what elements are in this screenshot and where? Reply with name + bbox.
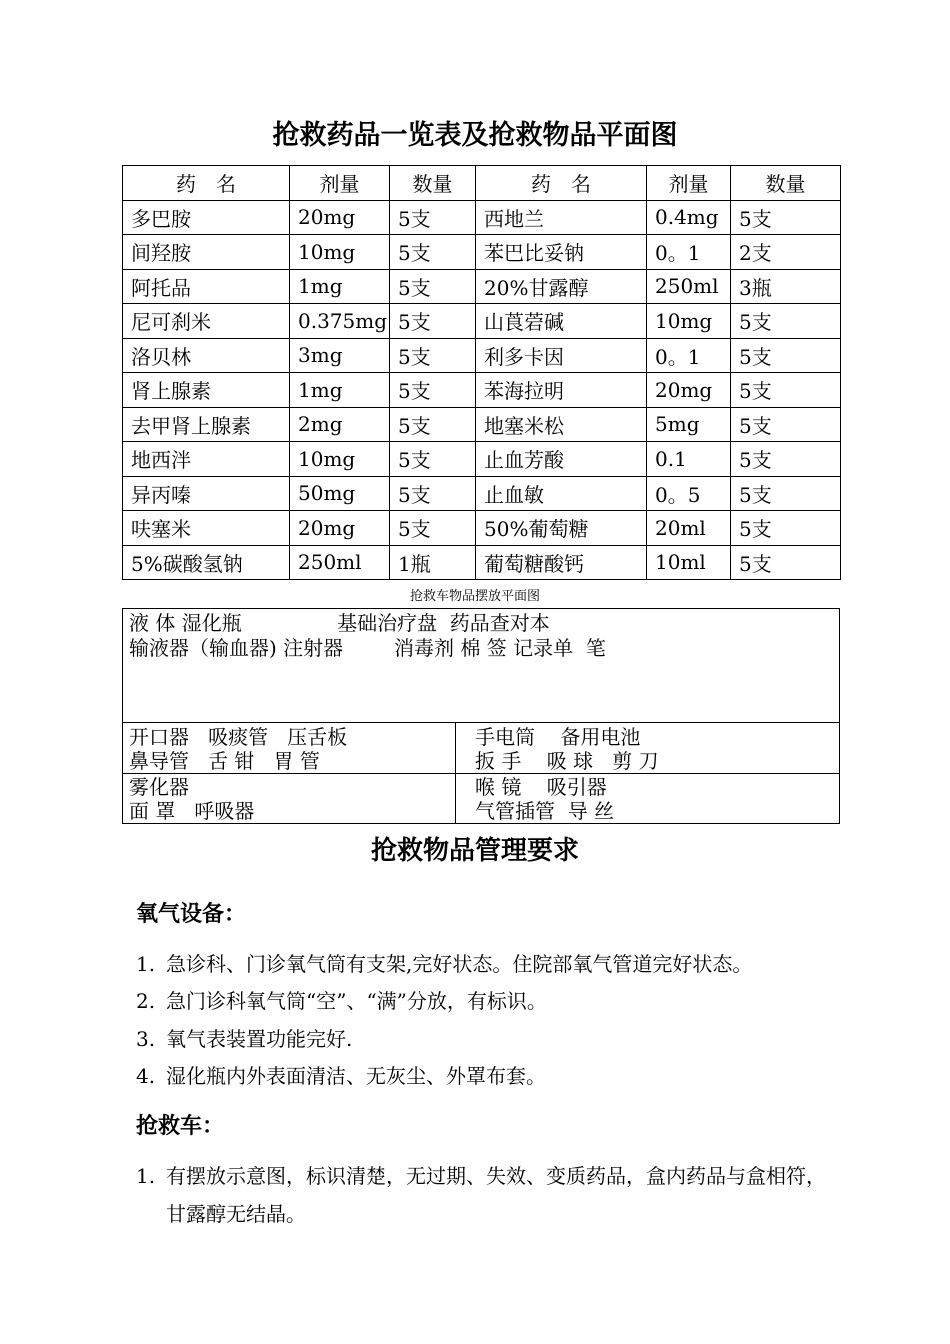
quantity-cell: 5支 — [390, 200, 476, 235]
table-row — [123, 442, 841, 477]
divider — [123, 722, 839, 723]
drug-table — [122, 165, 841, 580]
header-drug-name: 药 名 — [476, 166, 647, 201]
quantity-cell: 5支 — [390, 442, 476, 477]
drug-name-cell: 50%葡萄糖 — [476, 511, 647, 546]
item-text: 湿化瓶内外表面清洁、无灰尘、外罩布套。 — [166, 1064, 546, 1088]
dose-cell: 0.375mg — [290, 304, 390, 339]
item-text: 有摆放示意图，标识清楚，无过期、失效、变质药品，盒内药品与盒相符，甘露醇无结晶。 — [166, 1164, 826, 1226]
drug-name-cell: 多巴胺 — [123, 200, 290, 235]
cart-middle-right: 手电筒 备用电池 — [475, 725, 641, 749]
item-number: 4. — [136, 1064, 156, 1088]
drug-table-header — [123, 166, 841, 201]
drug-name-cell: 阿托品 — [123, 269, 290, 304]
quantity-cell: 5支 — [390, 338, 476, 373]
drug-name-cell: 间羟胺 — [123, 235, 290, 270]
cart-layout-diagram — [122, 608, 840, 824]
quantity-cell: 5支 — [731, 511, 841, 546]
table-row — [123, 200, 841, 235]
dose-cell: 5mg — [647, 407, 731, 442]
item-text: 急门诊科氧气筒“空”、“满”分放，有标识。 — [166, 989, 547, 1013]
dose-cell: 3mg — [290, 338, 390, 373]
dose-cell: 2mg — [290, 407, 390, 442]
table-row — [123, 476, 841, 511]
quantity-cell: 5支 — [731, 373, 841, 408]
dose-cell: 0.4mg — [647, 200, 731, 235]
quantity-cell: 5支 — [390, 269, 476, 304]
drug-name-cell: 止血芳酸 — [476, 442, 647, 477]
divider — [123, 773, 839, 774]
drug-name-cell: 苯海拉明 — [476, 373, 647, 408]
header-quantity: 数量 — [731, 166, 841, 201]
table-row — [123, 511, 841, 546]
cart-bottom-left: 面 罩 呼吸器 — [129, 799, 255, 823]
cart-bottom-left: 雾化器 — [129, 775, 189, 799]
drug-name-cell: 去甲肾上腺素 — [123, 407, 290, 442]
cart-bottom-right: 气管插管 导 丝 — [475, 799, 615, 823]
drug-name-cell: 呋塞米 — [123, 511, 290, 546]
drug-name-cell: 山莨菪碱 — [476, 304, 647, 339]
table-row — [123, 304, 841, 339]
quantity-cell: 5支 — [390, 407, 476, 442]
table-row — [123, 407, 841, 442]
quantity-cell: 1瓶 — [390, 545, 476, 580]
header-quantity: 数量 — [390, 166, 476, 201]
dose-cell: 50mg — [290, 476, 390, 511]
table-row — [123, 269, 841, 304]
item-number: 2. — [136, 989, 156, 1013]
quantity-cell: 5支 — [390, 511, 476, 546]
drug-name-cell: 利多卡因 — [476, 338, 647, 373]
management-title: 抢救物品管理要求 — [370, 836, 579, 866]
oxygen-item — [136, 982, 836, 1020]
dose-cell: 250ml — [290, 545, 390, 580]
header-dose: 剂量 — [647, 166, 731, 201]
oxygen-item — [136, 945, 836, 983]
item-text: 急诊科、门诊氧气筒有支架,完好状态。住院部氧气管道完好状态。 — [166, 952, 753, 976]
cart-top-line: 液 体 湿化瓶 基础治疗盘 药品查对本 — [129, 611, 550, 635]
header-drug-name: 药 名 — [123, 166, 290, 201]
cart-top-line: 输液器（输血器) 注射器 消毒剂 棉 签 记录单 笔 — [129, 636, 606, 660]
page-title: 抢救药品一览表及抢救物品平面图 — [272, 120, 678, 151]
quantity-cell: 2支 — [731, 235, 841, 270]
quantity-cell: 5支 — [731, 476, 841, 511]
drug-name-cell: 地塞米松 — [476, 407, 647, 442]
dose-cell: 20mg — [647, 373, 731, 408]
cart-item — [136, 1157, 826, 1233]
dose-cell: 20mg — [290, 200, 390, 235]
quantity-cell: 5支 — [731, 304, 841, 339]
drug-name-cell: 尼可刹米 — [123, 304, 290, 339]
table-row — [123, 338, 841, 373]
dose-cell: 250ml — [647, 269, 731, 304]
divider — [455, 722, 456, 823]
dose-cell: 20ml — [647, 511, 731, 546]
quantity-cell: 3瓶 — [731, 269, 841, 304]
item-text: 氧气表装置功能完好. — [166, 1027, 353, 1051]
cart-middle-left: 开口器 吸痰管 压舌板 — [129, 725, 348, 749]
dose-cell: 1mg — [290, 373, 390, 408]
table-row — [123, 373, 841, 408]
quantity-cell: 5支 — [390, 373, 476, 408]
drug-name-cell: 肾上腺素 — [123, 373, 290, 408]
drug-name-cell: 20%甘露醇 — [476, 269, 647, 304]
dose-cell: 0。1 — [647, 338, 731, 373]
drug-name-cell: 葡萄糖酸钙 — [476, 545, 647, 580]
dose-cell: 10mg — [290, 442, 390, 477]
quantity-cell: 5支 — [731, 407, 841, 442]
cart-bottom-right: 喉 镜 吸引器 — [475, 775, 607, 799]
cart-layout-caption: 抢救车物品摆放平面图 — [409, 589, 540, 604]
header-dose: 剂量 — [290, 166, 390, 201]
item-number: 1. — [136, 1164, 156, 1188]
oxygen-heading: 氧气设备： — [136, 902, 247, 927]
quantity-cell: 5支 — [731, 545, 841, 580]
oxygen-item — [136, 1057, 836, 1095]
quantity-cell: 5支 — [390, 304, 476, 339]
table-row — [123, 545, 841, 580]
quantity-cell: 5支 — [390, 476, 476, 511]
dose-cell: 10mg — [647, 304, 731, 339]
cart-middle-left: 鼻导管 舌 钳 胃 管 — [129, 749, 320, 773]
drug-name-cell: 西地兰 — [476, 200, 647, 235]
drug-name-cell: 苯巴比妥钠 — [476, 235, 647, 270]
cart-middle-right: 扳 手 吸 球 剪 刀 — [475, 749, 659, 773]
quantity-cell: 5支 — [731, 200, 841, 235]
oxygen-item — [136, 1020, 836, 1058]
item-number: 1. — [136, 952, 156, 976]
quantity-cell: 5支 — [390, 235, 476, 270]
dose-cell: 0。5 — [647, 476, 731, 511]
dose-cell: 0.1 — [647, 442, 731, 477]
item-number: 3. — [136, 1027, 156, 1051]
drug-name-cell: 地西泮 — [123, 442, 290, 477]
dose-cell: 20mg — [290, 511, 390, 546]
quantity-cell: 5支 — [731, 338, 841, 373]
dose-cell: 10ml — [647, 545, 731, 580]
drug-name-cell: 洛贝林 — [123, 338, 290, 373]
cart-heading: 抢救车： — [136, 1114, 225, 1139]
drug-name-cell: 止血敏 — [476, 476, 647, 511]
dose-cell: 10mg — [290, 235, 390, 270]
quantity-cell: 5支 — [731, 442, 841, 477]
table-row — [123, 235, 841, 270]
dose-cell: 0。1 — [647, 235, 731, 270]
dose-cell: 1mg — [290, 269, 390, 304]
drug-name-cell: 异丙嗪 — [123, 476, 290, 511]
drug-table-body — [123, 200, 841, 580]
drug-name-cell: 5%碳酸氢钠 — [123, 545, 290, 580]
